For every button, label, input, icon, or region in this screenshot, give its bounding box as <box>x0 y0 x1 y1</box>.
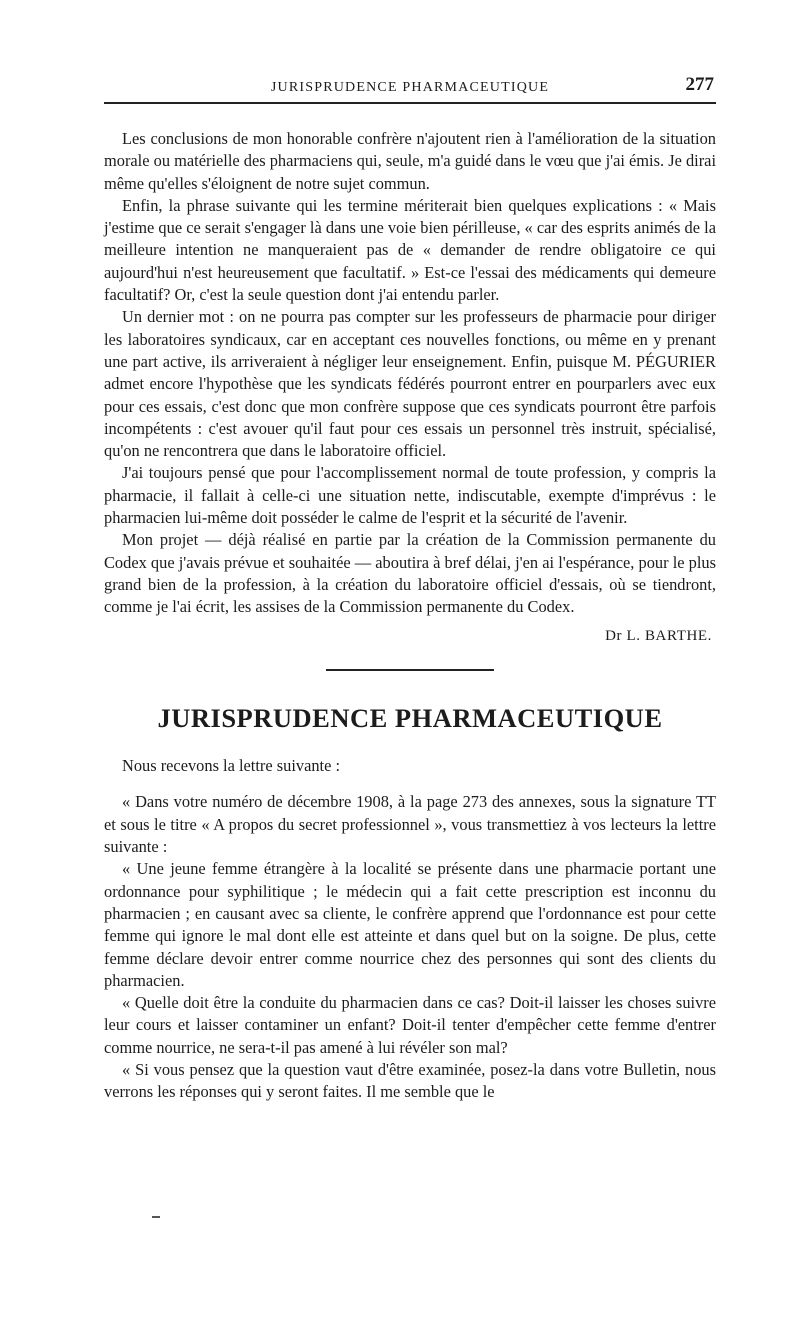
author-signature: Dr L. BARTHE. <box>605 627 712 644</box>
running-title: JURISPRUDENCE PHARMACEUTIQUE <box>270 80 550 95</box>
section-title: JURISPRUDENCE PHARMACEUTIQUE <box>157 702 663 733</box>
section-divider <box>326 669 494 671</box>
letter-paragraph: « Quelle doit être la conduite du pharmacien dans ce cas? Doit-il laisser les choses suivre leur cours et laisser contaminer un enfant? Doit-il tenter d'empêcher cette femme d'entrer comme nourrice, ne sera-t-il pas amené à lui révéler son mal? <box>104 993 716 1057</box>
article-paragraph: Enfin, la phrase suivante qui les termine mériterait bien quelques explications : « Mais j'estime que ce serait s'engager là dans une voie bien périlleuse, « car des esprits animés de la meilleure intention ne manqueraient pas de « demander de rendre obligatoire ce qui aujourd'hui n'est heureusement que facultatif. » Est-ce l'essai des médicaments qui demeure facultatif? Or, c'est la seule question dont j'ai entendu parler. <box>104 195 716 305</box>
article-paragraph: Mon projet — déjà réalisé en partie par la création de la Commission permanente du Codex que j'avais prévue et souhaitée — aboutira à bref délai, j'en ai l'espérance, pour le plus grand bien de la profession, à la création du laboratoire officiel d'essais, où se tiendront, comme je l'ai écrit, les assises de la Commission permanente du Codex. <box>104 530 716 617</box>
letter-paragraph: « Si vous pensez que la question vaut d'être examinée, posez-la dans votre Bulletin, nous verrons les réponses qui y seront faites. Il me semble que le <box>104 1059 716 1102</box>
page-body <box>104 128 716 1104</box>
running-header <box>104 74 716 104</box>
article-paragraph: Les conclusions de mon honorable confrère n'ajoutent rien à l'amélioration de la situation morale ou matérielle des pharmaciens qui, seule, m'a guidé dans le vœu que j'ai émis. Je dirai même qu'elles s'éloignent de notre sujet commun. <box>104 129 716 193</box>
section-intro: Nous recevons la lettre suivante : <box>122 756 341 776</box>
page-number: 277 <box>685 74 714 95</box>
footer-mark <box>152 1216 160 1218</box>
article-paragraph: Un dernier mot : on ne pourra pas compter sur les professeurs de pharmacie pour diriger les laboratoires syndicaux, car en acceptant ces nouvelles fonctions, ou même en y prenant une part active, ils arriveraient à négliger leur enseignement. Enfin, puisque M. PÉGURIER admet encore l'hypothèse que les syndicats fédérés pourront entrer en pourparlers avec eux pour ces essais, c'est donc que mon confrère suppose que ces syndicats pourront être parfois incompétents : c'est avouer qu'il faut pour ces essais un personnel très instruit, spécialisé, qu'on ne rencontrera que dans le laboratoire officiel. <box>104 307 716 461</box>
article-paragraph: J'ai toujours pensé que pour l'accomplissement normal de toute profession, y compris la pharmacie, il fallait à celle-ci une situation nette, indiscutable, exempte d'imprévus : le pharmacien lui-même doit posséder le calme de l'esprit et la sécurité de l'avenir. <box>104 463 716 528</box>
letter-paragraph: « Une jeune femme étrangère à la localité se présente dans une pharmacie portant une ordonnance pour syphilitique ; le médecin qui a fait cette prescription est inconnu du pharmacien ; en causant avec sa cliente, le confrère apprend que l'ordonnance est pour cette femme qui ignore le mal dont elle est atteinte et dans quel but on la soigne. De plus, cette femme déclare devoir entrer comme nourrice chez des personnes qui sont des clients du pharmacien. <box>104 859 716 990</box>
letter-paragraph: « Dans votre numéro de décembre 1908, à la page 273 des annexes, sous la signature TT et sous le titre « A propos du secret professionnel », vous transmettiez à vos lecteurs la lettre suivante : <box>104 792 716 857</box>
